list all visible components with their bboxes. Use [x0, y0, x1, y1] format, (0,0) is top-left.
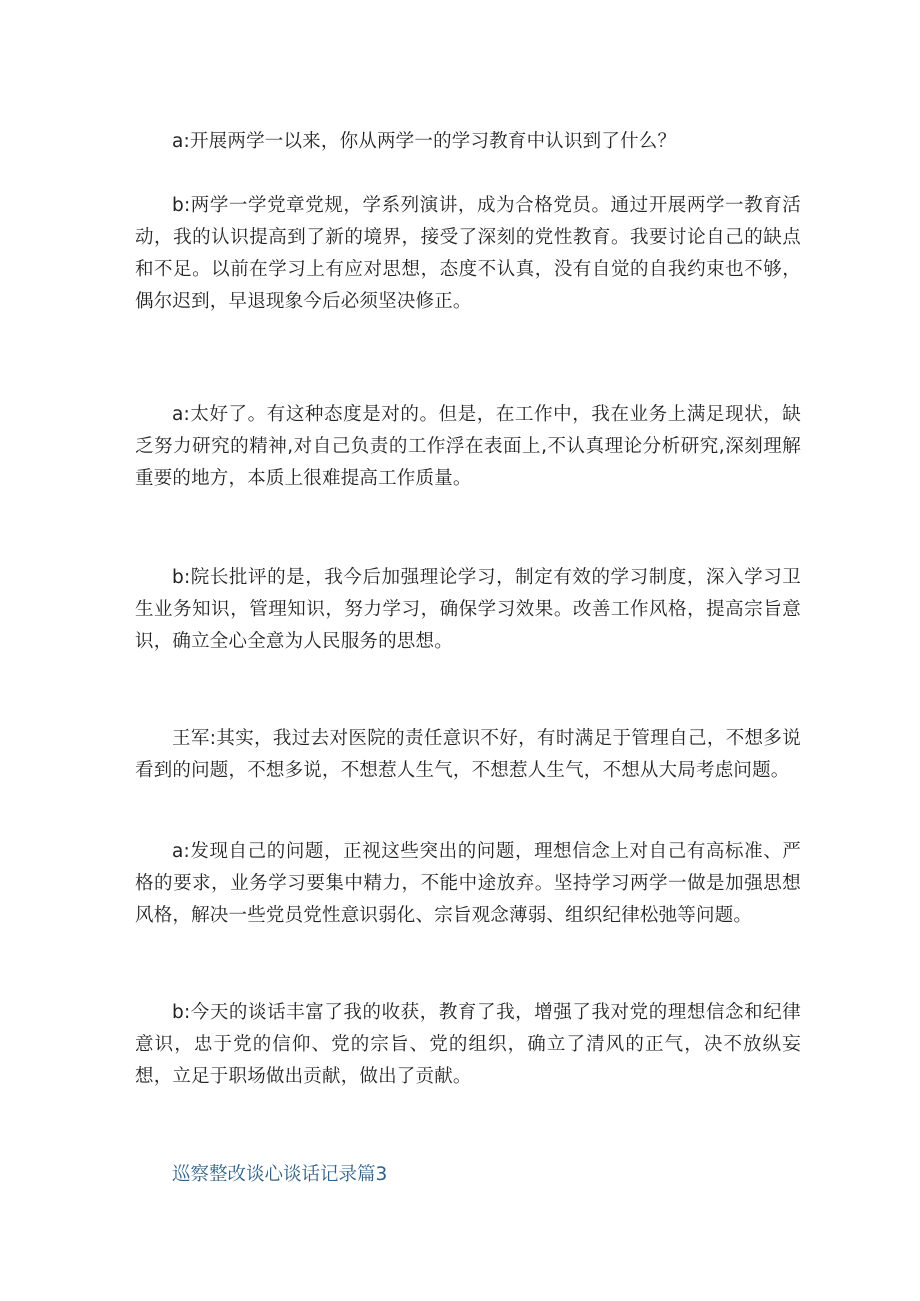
- section-heading: 巡察整改谈心谈话记录篇3: [172, 1164, 388, 1185]
- paragraph-5: 王军:其实，我过去对医院的责任意识不好，有时满足于管理自己，不想多说看到的问题，不想多说，不想惹人生气，不想惹人生气，不想从大局考虑问题。: [135, 728, 801, 781]
- paragraph-7: b:今天的谈话丰富了我的收获，教育了我，增强了我对党的理想信念和纪律意识，忠于党的信仰、党的宗旨、党的组织，确立了清风的正气，决不放纵妄想，立足于职场做出贡献，做出了贡献。: [135, 1002, 801, 1087]
- paragraph-4: b:院长批评的是，我今后加强理论学习，制定有效的学习制度，深入学习卫生业务知识，管理知识，努力学习，确保学习效果。改善工作风格，提高宗旨意识，确立全心全意为人民服务的思想。: [135, 567, 801, 652]
- paragraph-3: a:太好了。有这种态度是对的。但是，在工作中，我在业务上满足现状，缺乏努力研究的精神,对自己负责的工作浮在表面上,不认真理论分析研究,深刻理解重要的地方，本质上很难提高工作质量。: [135, 404, 801, 489]
- paragraph-6: a:发现自己的问题，正视这些突出的问题，理想信念上对自己有高标准、严格的要求，业务学习要集中精力，不能中途放弃。坚持学习两学一做是加强思想风格，解决一些党员党性意识弱化、宗旨观念薄弱、组织纪律松弛等问题。: [135, 841, 801, 926]
- paragraph-2: b:两学一学党章党规，学系列演讲，成为合格党员。通过开展两学一教育活动，我的认识提高到了新的境界，接受了深刻的党性教育。我要讨论自己的缺点和不足。以前在学习上有应对思想，态度不认真，没有自觉的自我约束也不够，偶尔迟到，早退现象今后必须坚决修正。: [135, 195, 801, 312]
- paragraph-1: a:开展两学一以来，你从两学一的学习教育中认识到了什么？: [172, 131, 677, 152]
